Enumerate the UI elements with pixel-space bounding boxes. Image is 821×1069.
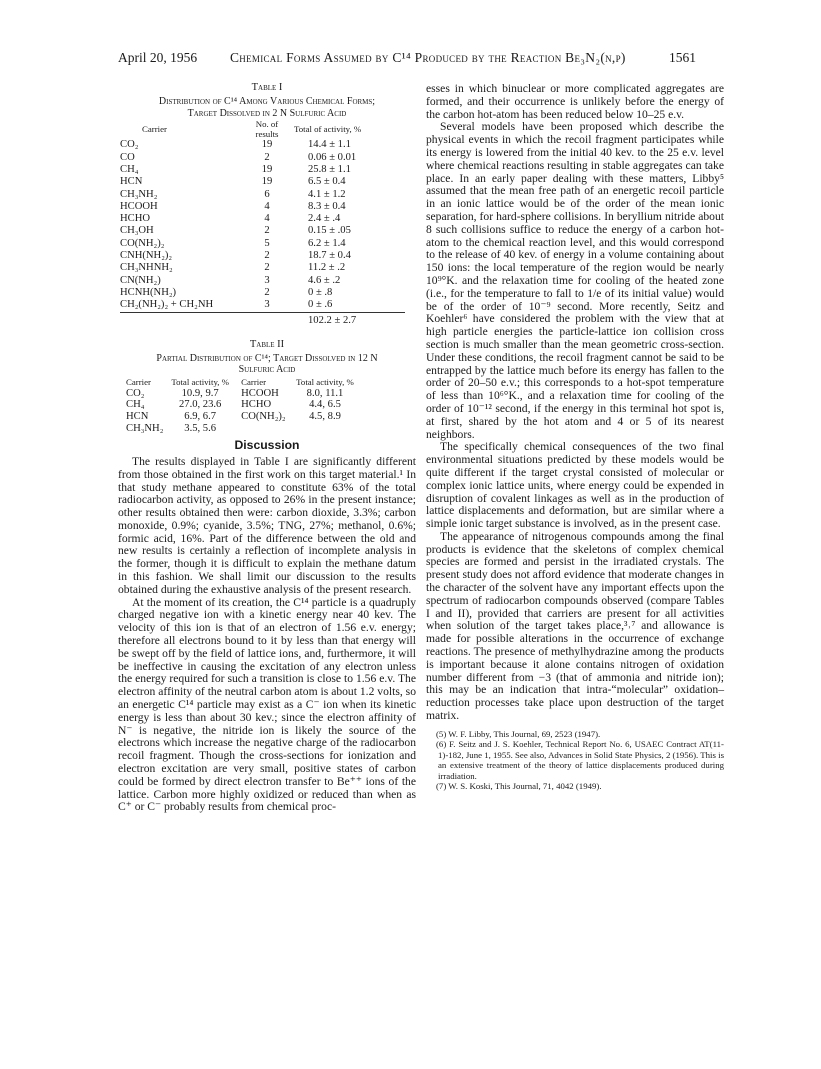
results-cell: 5	[264, 237, 270, 249]
carrier-cell	[231, 423, 294, 435]
table1-header-activity: Total of activity, %	[294, 124, 362, 135]
results-cell: 3	[264, 274, 270, 286]
carrier-cell: HCHO	[241, 399, 272, 411]
activity-cell: 3.5, 5.6	[184, 422, 217, 434]
results-cell: 2	[264, 225, 270, 237]
table-row	[126, 423, 356, 435]
results-cell: 3	[264, 299, 270, 311]
table2-header-activity-a: Total activity, %	[171, 377, 229, 388]
activity-cell: 6.2 ± 1.4	[308, 237, 346, 249]
activity-cell: 0.06 ± 0.01	[308, 151, 357, 163]
header-date: April 20, 1956	[118, 50, 198, 65]
activity-cell: 0.15 ± .05	[308, 225, 351, 237]
activity-cell	[294, 423, 356, 435]
table-row	[120, 189, 405, 201]
body-paragraph: Several models have been proposed which describe the physical events in which the recoil fragment participates while its energy is lowered from the initial 40 kev. to the 25 e.v. level where chemical reactions resulting in stable aggregates can take place. In an early paper dealing with these matters, Libby⁵ assumed that the mean free path of an energetic recoil particle in an ionic lattice would be of the order of the mean ionic separation, for hard-sphere collisions. In beryllium nitride about 8 such collisions suffice to reduce the energy of a carbon hot-atom to the chemical reaction level, and this would correspond to the release of 40 kev. of energy in a volume containing about 150 ions: the local temperature of the region would be nearly 10⁹°K. and the relaxation time for cooling of the heated zone (i.e., for the temperature to fall to 1/e of its initial value) would be of the order of 10⁻⁹ second. More recently, Seitz and Koehler⁶ have considered the problem with the view that at high particle energies the particle-lattice ion collision cross section is much smaller than the mean geometric cross-section. Under these conditions, the recoil fragment cannot be said to be entrapped by the lattice much before its energy has fallen to the order of 20–50 e.v.; this corresponds to a hot-spot temperature of less than 10⁶°K., and a relaxation time for cooling of the order of 10⁻¹² second, if the energy in this terminal hot spot is, at first, shared by the hot atom and 4 or 5 of its nearest neighbors.	[426, 120, 724, 441]
results-cell: 6	[264, 188, 270, 200]
body-paragraph: esses in which binuclear or more complicated aggregates are formed, and their occurrence is unlikely before the energy of the carbon hot-atom has been reduced below 10–25 e.v.	[426, 82, 724, 121]
results-cell: 19	[261, 163, 273, 175]
table-row	[120, 238, 405, 250]
page-header	[118, 50, 696, 70]
table-row	[120, 176, 405, 188]
carrier-cell: CN(NH₂)	[120, 274, 161, 286]
table1-total: 102.2 ± 2.7	[288, 312, 405, 327]
activity-cell: 0 ± .8	[308, 286, 333, 298]
carrier-cell: CO(NH₂)₂	[120, 237, 165, 249]
activity-cell: 6.5 ± 0.4	[308, 176, 346, 188]
carrier-cell: CO	[120, 151, 135, 163]
activity-cell: 8.3 ± 0.4	[308, 200, 346, 212]
activity-cell: 18.7 ± 0.4	[308, 250, 351, 262]
activity-cell: 4.6 ± .2	[308, 274, 341, 286]
activity-cell: 27.0, 23.6	[178, 399, 222, 411]
table2-label: Table II	[249, 338, 285, 350]
results-cell: 19	[261, 176, 273, 188]
reference-item: (5) W. F. Libby, This Journal, 69, 2523 (1947).	[436, 728, 601, 739]
table-row	[120, 201, 405, 213]
table2-title-line2: Sulfuric Acid	[238, 364, 296, 376]
results-cell: 2	[264, 151, 270, 163]
carrier-cell: CH₃OH	[120, 225, 154, 237]
table-row	[120, 225, 405, 237]
discussion-heading: Discussion	[234, 438, 300, 453]
table1-title-line1: Distribution of C¹⁴ Among Various Chemical Forms;	[158, 95, 376, 107]
table-row	[120, 262, 405, 274]
carrier-cell: CO₂	[126, 387, 145, 399]
activity-cell: 14.4 ± 1.1	[308, 139, 351, 151]
table-row	[120, 139, 405, 151]
carrier-cell: CH₄	[120, 163, 139, 175]
carrier-cell: CH₂(NH₂)₂ + CH₂NH	[120, 299, 214, 311]
activity-cell: 8.0, 11.1	[306, 387, 344, 399]
table1-header-results: No. of results	[255, 119, 279, 140]
activity-cell: 4.4, 6.5	[309, 399, 341, 411]
activity-cell: 4.5, 8.9	[309, 410, 341, 422]
page-number: 1561	[669, 50, 696, 65]
table-row	[120, 287, 405, 299]
table1-title-line2: Target Dissolved in 2 N Sulfuric Acid	[187, 107, 347, 119]
carrier-cell: CH₃NH₂	[120, 188, 158, 200]
body-paragraph: At the moment of its creation, the C¹⁴ particle is a quadruply charged negative ion with a kinetic energy near 40 kev. The velocity of this ion is that of an electron of 1.56 e.v. energy; therefore all electrons bound to it by less than that energy will be swept off by the field of lattice ions, and, furthermore, it will be ineffective in causing the excitation of any electron unless the energy required for such a transition is close to 1.56 e.v. The electron affinity of the neutral carbon atom is about 1.2 volts, so an energetic C¹⁴ particle may exist as a C⁻ ion when its kinetic energy is less than about 30 kev.; since the electron affinity of N⁻ is negative, the nitride ion is likely the source of the electrons which increase the negative charge of the radiocarbon recoil fragment. Though the cross-sections for ionization and electron excitation are very small, positive states of carbon could be formed by direct electron transfer to Be⁺⁺ ions of the lattice. Carbon more highly oxidized or reduced than when as C⁺ or C⁻ probably results from chemical proc-	[118, 595, 416, 814]
activity-cell: 6.9, 6.7	[184, 410, 217, 422]
table2-header-carrier-b: Carrier	[241, 377, 267, 388]
carrier-cell: HCNH(NH₂)	[120, 286, 177, 298]
results-cell: 2	[264, 262, 270, 274]
references	[426, 729, 724, 792]
carrier-cell: CH₄	[126, 399, 145, 411]
body-paragraph: The appearance of nitrogenous compounds among the final products is evidence that the skeletons of complex chemical species are formed and persist in the irradiated crystals. The present study does not afford evidence that moderate changes in the character of the solvent have any important effects upon the spectrum of radiocarbon compounds observed (compare Tables I and II), provided that carriers are present for all activities when solution of the target takes place,³˒⁷ and allowance is made for possible alterations in the occurrence of exchange reactions. The presence of methylhydrazine among the products is important because it alone contains nitrogen of oxidation number different from −3 (that of ammonia and nitride ion); this may be an indication that intra-“molecular” oxidation–reduction processes take place upon destruction of the target matrix.	[426, 529, 724, 723]
table-row	[126, 411, 356, 423]
reference-item: (7) W. S. Koski, This Journal, 71, 4042 (1949).	[436, 781, 602, 792]
carrier-cell: CH₃NH₂	[126, 422, 164, 434]
left-column	[118, 82, 416, 814]
right-column	[426, 83, 724, 792]
carrier-cell: HCN	[126, 410, 149, 422]
table-row	[120, 299, 405, 312]
results-cell: 19	[261, 139, 273, 151]
body-paragraph: The specifically chemical consequences of the two final environmental situations predicted by these models would be quite different if the target crystal consisted of molecular or complex ionic lattice units, where energy could be expended in disruption of covalent linkages as well as in the production of lattice displacements and deformation, but are similar where a simple ionic target substance is involved, as in the present case.	[426, 440, 724, 531]
carrier-cell: HCHO	[120, 213, 151, 225]
results-cell: 4	[264, 200, 270, 212]
results-cell: 2	[264, 286, 270, 298]
activity-cell: 10.9, 9.7	[181, 387, 219, 399]
activity-cell: 25.8 ± 1.1	[308, 163, 351, 175]
results-cell: 2	[264, 250, 270, 262]
carrier-cell: HCOOH	[241, 387, 279, 399]
table1-total-row	[120, 312, 405, 327]
activity-cell: 11.2 ± .2	[308, 262, 346, 274]
activity-cell: 0 ± .6	[308, 299, 333, 311]
running-title: Chemical Forms Assumed by C¹⁴ Produced by the Reaction Be₃N₂(n,p)	[230, 50, 626, 65]
results-cell: 4	[264, 213, 270, 225]
activity-cell: 2.4 ± .4	[308, 213, 341, 225]
table2	[126, 378, 356, 434]
table-row	[126, 399, 356, 411]
carrier-cell: CH₃NHNH₂	[120, 262, 173, 274]
table-row	[120, 250, 405, 262]
table1	[120, 119, 405, 326]
table1-header-carrier: Carrier	[142, 124, 167, 135]
carrier-cell: HCOOH	[120, 200, 158, 212]
table-row	[120, 164, 405, 176]
carrier-cell: HCN	[120, 176, 143, 188]
table2-header-carrier-a: Carrier	[126, 377, 151, 388]
carrier-cell: CO(NH₂)₂	[241, 410, 286, 422]
table-row	[120, 275, 405, 287]
reference-item: (6) F. Seitz and J. S. Koehler, Technical Report No. 6, USAEC Contract AT(11-1)-182, June 1, 1955. See also, Advances in Solid State Physics, 2 (1956). This is an extensive treatment of the theory of lattice displacements produced during irradiation.	[436, 739, 724, 781]
carrier-cell: CO₂	[120, 139, 139, 151]
carrier-cell: CNH(NH₂)₂	[120, 250, 173, 262]
table1-label: Table I	[251, 82, 283, 93]
table-row	[120, 152, 405, 164]
table-row	[120, 213, 405, 225]
activity-cell: 4.1 ± 1.2	[308, 188, 346, 200]
table-row	[126, 388, 356, 400]
table2-header-activity-b: Total activity, %	[296, 377, 354, 388]
body-paragraph: The results displayed in Table I are significantly different from those obtained in the first work on this target material.¹ In that study methane appeared to constitute 63% of the total radiocarbon activity, as opposed to 26% in the present instance; other results obtained then were: carbon dioxide, 3.3%; carbon monoxide, 0.9%; cyanide, 3.5%; TNG, 27%; methanol, 0.6%; formic acid, 16%. Part of the difference between the old and new results is certainly a reflection of incomplete analysis in the former, though it is difficult to explain the methane datum in this fashion. We shall limit our discussion to the results obtained during the exhaustive analysis of the present research.	[118, 454, 416, 596]
table2-title-line1: Partial Distribution of C¹⁴; Target Dissolved in 12 N	[156, 352, 378, 364]
